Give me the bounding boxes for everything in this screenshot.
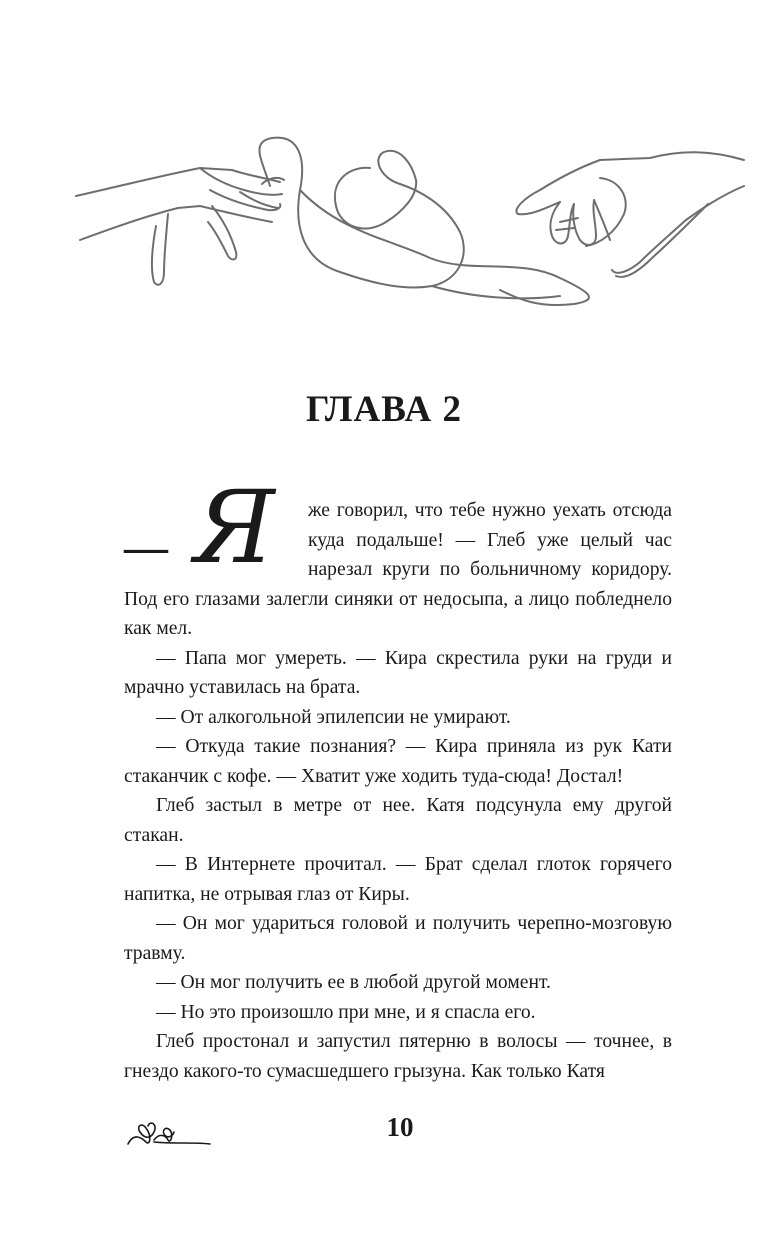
paragraph: — От алкогольной эпилепсии не умирают. xyxy=(156,706,511,728)
hands-heart-illustration xyxy=(0,100,768,340)
paragraph: Глеб застыл в метре от нее. Катя подсунула ему другой стакан. xyxy=(124,795,672,846)
dropcap-dash: — xyxy=(124,523,168,572)
paragraph: — Папа мог умереть. — Кира скрестила руки на груди и мрачно уставилась на брата. xyxy=(124,647,672,698)
dropcap-letter: Я xyxy=(194,469,275,586)
chapter-title: ГЛАВА 2 xyxy=(305,389,463,430)
opening-paragraph xyxy=(124,469,672,644)
chapter-body-text xyxy=(124,469,672,1086)
paragraph: — Он мог удариться головой и получить черепно-мозговую травму. xyxy=(124,913,672,964)
paragraph: — Он мог получить ее в любой другой момент. xyxy=(156,972,551,993)
opening-paragraph-text: же говорил, что тебе нужно уехать отсюда куда подальше! — Глеб уже целый час нарезал круги по больничному коридору. Под его глазами залегли синяки от недосыпа, а лицо побледнело как мел. xyxy=(124,500,672,639)
page-number: 10 xyxy=(386,1112,414,1142)
paragraph: — Откуда такие познания? — Кира приняла из рук Кати стаканчик с кофе. — Хватит уже ходить туда-сюда! Достал! xyxy=(124,736,672,787)
decorative-dropcap xyxy=(124,469,302,586)
paragraph: — Но это произошло при мне, и я спасла его. xyxy=(156,1001,536,1023)
paragraph: Глеб простонал и запустил пятерню в волосы — точнее, в гнездо какого-то сумасшедшего грызуна. Как только Катя xyxy=(124,1031,672,1082)
paragraph: — В Интернете прочитал. — Брат сделал глоток горячего напитка, не отрывая глаз от Киры. xyxy=(124,854,672,905)
